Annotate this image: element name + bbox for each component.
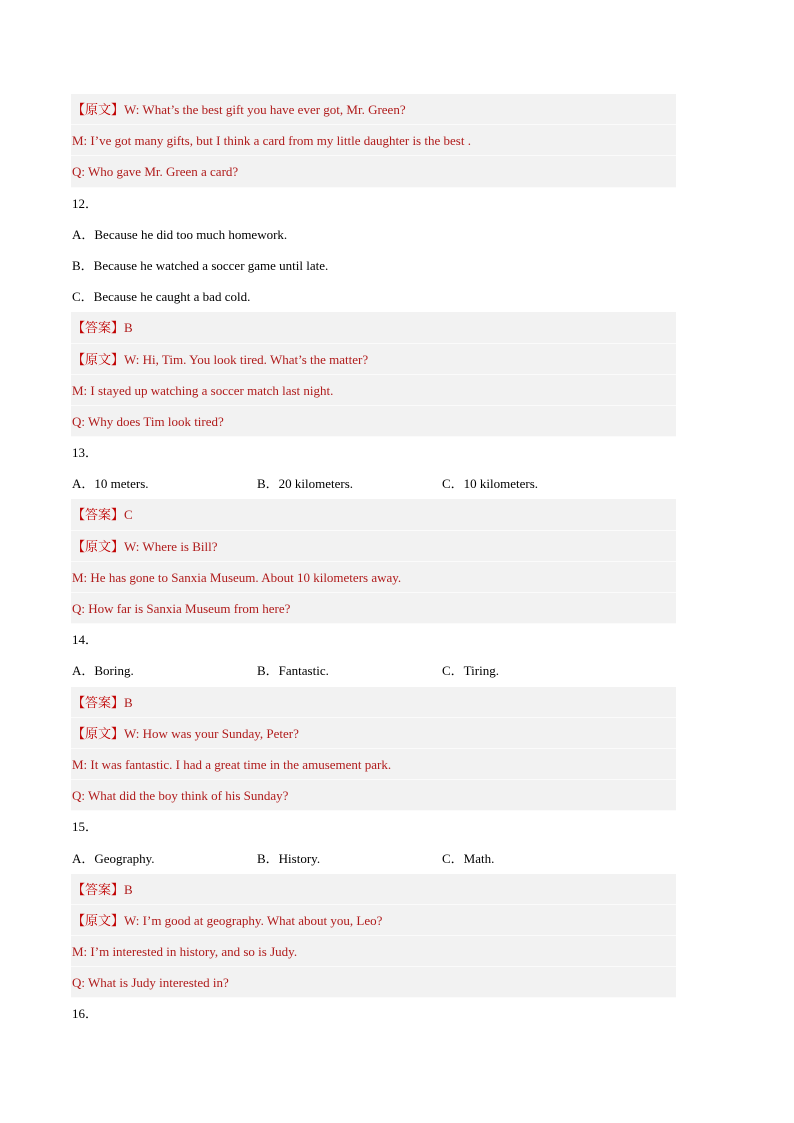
q15-transcript-q: Q: What is Judy interested in?: [71, 967, 676, 998]
q13-transcript-w: [71, 531, 676, 562]
q15-transcript-w: [71, 905, 676, 936]
q14-number: 14．: [72, 632, 99, 648]
dialogue-line: W: What’s the best gift you have ever got, Mr. Green?: [124, 102, 406, 117]
q15-options: [71, 843, 676, 874]
q13-option-b: B．20 kilometers.: [257, 476, 354, 492]
transcript-tag: 【原文】: [72, 725, 125, 741]
answer-tag: 【答案】: [72, 881, 125, 897]
q12-transcript-m: M: I stayed up watching a soccer match last night.: [71, 375, 676, 406]
q14-transcript-m: M: It was fantastic. I had a great time in the amusement park.: [71, 749, 676, 780]
q12-option-c: C．Because he caught a bad cold.: [72, 289, 251, 305]
dialogue-line: W: I’m good at geography. What about you, Leo?: [124, 912, 383, 928]
q14-answer: [71, 687, 676, 718]
q15-transcript-m: M: I’m interested in history, and so is Judy.: [71, 936, 676, 967]
q12-option-a: A．Because he did too much homework.: [72, 226, 288, 242]
q13-option-a: A．10 meters.: [72, 476, 149, 492]
q12-option-b: B．Because he watched a soccer game until late.: [72, 257, 329, 273]
q11-transcript-w: [71, 94, 676, 125]
transcript-tag: 【原文】: [72, 102, 125, 117]
q13-answer: [71, 499, 676, 530]
q12-answer: [71, 312, 676, 343]
dialogue-line: W: Where is Bill?: [124, 538, 218, 554]
q15-answer: [71, 874, 676, 905]
dialogue-line: W: How was your Sunday, Peter?: [124, 725, 299, 741]
q14-option-a: A．Boring.: [72, 663, 134, 679]
q11-transcript-q: Q: Who gave Mr. Green a card?: [71, 156, 676, 187]
q13-number: 13．: [72, 445, 99, 461]
exam-page: [71, 94, 676, 1030]
q13-options: [71, 468, 676, 499]
q15-option-b: B．History.: [257, 850, 321, 866]
dialogue-line: W: Hi, Tim. You look tired. What’s the matter?: [124, 351, 369, 367]
answer-tag: 【答案】: [72, 320, 125, 336]
q14-options: [71, 655, 676, 686]
q14-transcript-w: [71, 718, 676, 749]
q13-transcript-m: M: He has gone to Sanxia Museum. About 10 kilometers away.: [71, 562, 676, 593]
q16-number: 16．: [72, 1006, 99, 1022]
q11-transcript-m: M: I’ve got many gifts, but I think a card from my little daughter is the best .: [71, 125, 676, 156]
q14-option-b: B．Fantastic.: [257, 663, 329, 679]
transcript-tag: 【原文】: [72, 912, 125, 928]
q12-number: 12．: [72, 195, 99, 211]
answer-value: B: [124, 881, 133, 897]
answer-tag: 【答案】: [72, 694, 125, 710]
q12-transcript-q: Q: Why does Tim look tired?: [71, 406, 676, 437]
answer-value: B: [124, 694, 133, 710]
q15-number: 15．: [72, 819, 99, 835]
q13-option-c: C．10 kilometers.: [442, 476, 539, 492]
q15-option-a: A．Geography.: [72, 850, 155, 866]
q13-transcript-q: Q: How far is Sanxia Museum from here?: [71, 593, 676, 624]
q12-transcript-w: [71, 344, 676, 375]
answer-value: B: [124, 320, 133, 336]
q15-option-c: C．Math.: [442, 850, 495, 866]
q14-option-c: C．Tiring.: [442, 663, 499, 679]
q14-transcript-q: Q: What did the boy think of his Sunday?: [71, 780, 676, 811]
transcript-tag: 【原文】: [72, 538, 125, 554]
answer-tag: 【答案】: [72, 507, 125, 523]
answer-value: C: [124, 507, 133, 523]
transcript-tag: 【原文】: [72, 351, 125, 367]
